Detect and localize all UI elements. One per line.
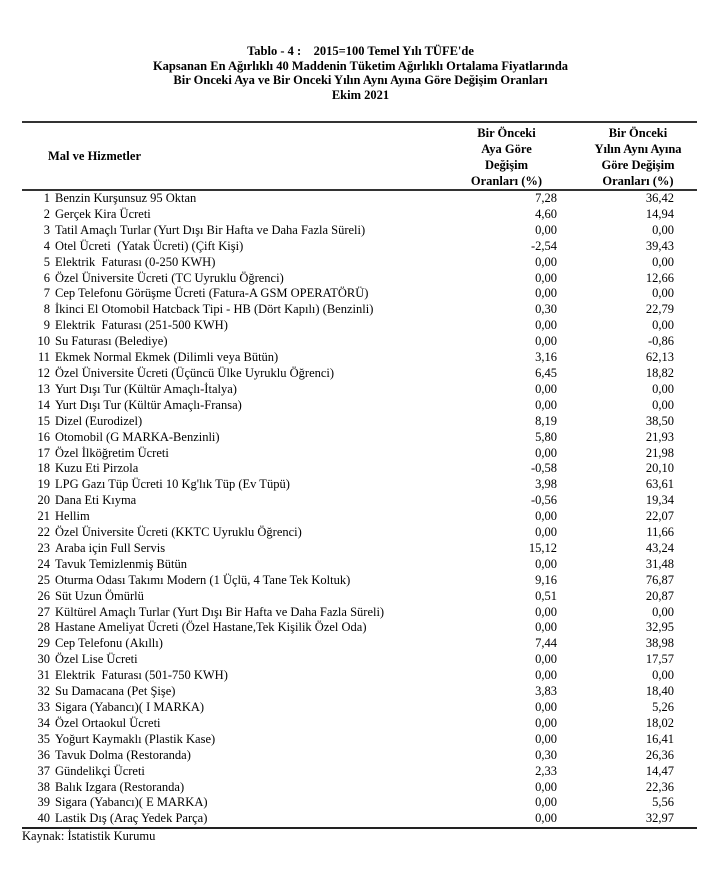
header-goods-services: Mal ve Hizmetler <box>48 148 142 163</box>
table-row <box>22 541 697 557</box>
item-number: 34 <box>37 715 50 730</box>
item-name: Tatil Amaçlı Turlar (Yurt Dışı Bir Hafta ve Daha Fazla Süreli) <box>55 222 366 237</box>
yearly-change-value: 18,82 <box>645 365 674 380</box>
item-cell <box>22 668 414 684</box>
monthly-change-value: -0,58 <box>530 461 557 476</box>
header-yearly-line: Oranları (%) <box>602 173 674 188</box>
item-cell <box>22 684 414 700</box>
table-row <box>22 811 697 828</box>
item-name: Cep Telefonu Görüşme Ücreti (Fatura-A GSM OPERATÖRÜ) <box>55 286 369 301</box>
item-number: 28 <box>37 620 50 635</box>
monthly-change-value: 0,00 <box>535 334 557 349</box>
item-number: 21 <box>37 509 50 524</box>
item-cell <box>22 382 414 398</box>
yearly-change-value: -0,86 <box>647 334 674 349</box>
item-cell <box>22 190 414 207</box>
table-row <box>22 525 697 541</box>
item-name: Tavuk Temizlenmiş Bütün <box>55 556 188 571</box>
yearly-change-value: 14,94 <box>645 206 674 221</box>
item-cell <box>22 430 414 446</box>
table-row <box>22 700 697 716</box>
monthly-change-value: 15,12 <box>528 540 557 555</box>
item-number: 14 <box>37 397 50 412</box>
table-row <box>22 732 697 748</box>
item-number: 18 <box>37 461 50 476</box>
item-number: 2 <box>43 206 50 221</box>
item-name: Kültürel Amaçlı Turlar (Yurt Dışı Bir Hafta ve Daha Fazla Süreli) <box>55 604 385 619</box>
item-name: Tavuk Dolma (Restoranda) <box>55 747 191 762</box>
item-cell <box>22 636 414 652</box>
title-line-2: Kapsanan En Ağırlıklı 40 Maddenin Tüketim Ağırlıklı Ortalama Fiyatlarında <box>152 58 569 73</box>
yearly-change-value: 0,00 <box>652 222 674 237</box>
item-number: 8 <box>43 302 50 317</box>
yearly-change-value: 14,47 <box>645 763 674 778</box>
item-number: 35 <box>37 731 50 746</box>
item-cell <box>22 525 414 541</box>
item-cell <box>22 764 414 780</box>
monthly-change-value: 0,00 <box>535 700 557 714</box>
item-name: Balık Izgara (Restoranda) <box>55 779 185 794</box>
table-row <box>22 557 697 573</box>
yearly-change-value: 19,34 <box>645 493 674 508</box>
item-name: Özel Üniversite Ücreti (KKTC Uyruklu Öğrenci) <box>55 525 302 540</box>
item-number: 26 <box>37 588 50 603</box>
monthly-change-value: 3,83 <box>535 684 557 699</box>
monthly-change-value: 0,00 <box>535 381 557 396</box>
yearly-change-value: 17,57 <box>645 652 674 667</box>
item-cell <box>22 748 414 764</box>
item-name: İkinci El Otomobil Hatcback Tipi - HB (Dört Kapılı) (Benzinli) <box>55 302 374 317</box>
yearly-change-value: 5,26 <box>652 700 674 714</box>
monthly-change-value: 4,60 <box>535 206 557 221</box>
yearly-change-value: 62,13 <box>645 350 674 365</box>
table-row <box>22 223 697 239</box>
yearly-change-value: 0,00 <box>652 318 674 333</box>
monthly-change-value: 0,00 <box>535 318 557 333</box>
item-name: Oturma Odası Takımı Modern (1 Üçlü, 4 Tane Tek Koltuk) <box>55 572 351 587</box>
item-name: Ekmek Normal Ekmek (Dilimli veya Bütün) <box>55 350 279 365</box>
yearly-change-value: 63,61 <box>645 477 674 492</box>
item-number: 4 <box>43 238 50 253</box>
item-name: Su Damacana (Pet Şişe) <box>55 684 176 699</box>
item-name: Özel Ortaokul Ücreti <box>55 715 161 730</box>
table-header <box>22 122 697 190</box>
item-name: Özel Üniversite Ücreti (TC Uyruklu Öğrenci) <box>55 270 284 285</box>
monthly-change-value: 3,16 <box>535 350 557 365</box>
yearly-change-value: 21,98 <box>645 445 674 460</box>
monthly-change-value: 0,00 <box>535 556 557 571</box>
monthly-change-value: 0,30 <box>535 747 557 762</box>
item-name: Özel İlköğretim Ücreti <box>55 445 169 460</box>
yearly-change-value: 22,79 <box>645 302 674 317</box>
item-number: 19 <box>37 477 50 492</box>
item-number: 31 <box>37 668 50 683</box>
yearly-change-value: 31,48 <box>645 556 674 571</box>
item-cell <box>22 605 414 621</box>
yearly-change-value: 0,00 <box>652 668 674 683</box>
item-cell <box>22 509 414 525</box>
monthly-change-value: 0,00 <box>535 795 557 810</box>
item-number: 40 <box>37 811 50 826</box>
yearly-change-value: 0,00 <box>652 286 674 301</box>
table-row <box>22 318 697 334</box>
item-number: 39 <box>37 795 50 810</box>
header-monthly-line: Bir Önceki <box>477 125 536 140</box>
header-monthly-line: Aya Göre <box>481 141 532 156</box>
item-number: 13 <box>37 381 50 396</box>
item-name: Yurt Dışı Tur (Kültür Amaçlı-İtalya) <box>55 381 237 396</box>
item-cell <box>22 811 414 828</box>
item-cell <box>22 716 414 732</box>
monthly-change-value: 0,00 <box>535 525 557 540</box>
item-number: 23 <box>37 540 50 555</box>
title-line-4: Ekim 2021 <box>331 87 390 102</box>
item-cell <box>22 223 414 239</box>
table-row <box>22 207 697 223</box>
item-cell <box>22 207 414 223</box>
item-cell <box>22 302 414 318</box>
table-row <box>22 764 697 780</box>
yearly-change-value: 38,50 <box>645 413 674 428</box>
item-name: Kuzu Eti Pirzola <box>55 461 139 476</box>
item-name: Dana Eti Kıyma <box>55 493 137 508</box>
item-number: 9 <box>43 318 50 333</box>
item-cell <box>22 795 414 811</box>
item-cell <box>22 652 414 668</box>
table-row <box>22 239 697 255</box>
table-row <box>22 366 697 382</box>
table-row <box>22 605 697 621</box>
item-name: Cep Telefonu (Akıllı) <box>55 636 163 651</box>
item-number: 32 <box>37 684 50 699</box>
monthly-change-value: 0,00 <box>535 445 557 460</box>
yearly-change-value: 12,66 <box>645 270 674 285</box>
item-name: Elektrik Faturası (0-250 KWH) <box>55 254 216 269</box>
item-number: 30 <box>37 652 50 667</box>
table-row <box>22 334 697 350</box>
monthly-change-value: 0,00 <box>535 397 557 412</box>
item-cell <box>22 239 414 255</box>
item-number: 20 <box>37 493 50 508</box>
item-cell <box>22 461 414 477</box>
item-cell <box>22 732 414 748</box>
header-monthly-line: Oranları (%) <box>470 173 543 188</box>
table-row <box>22 573 697 589</box>
item-name: Süt Uzun Ömürlü <box>55 588 144 603</box>
monthly-change-value: 2,33 <box>535 763 557 778</box>
item-cell <box>22 573 414 589</box>
yearly-change-value: 20,10 <box>645 461 674 476</box>
table-body <box>22 190 697 828</box>
table-row <box>22 668 697 684</box>
monthly-change-value: 0,00 <box>535 779 557 794</box>
monthly-change-value: 0,00 <box>535 604 557 619</box>
yearly-change-value: 76,87 <box>645 572 674 587</box>
table-row <box>22 684 697 700</box>
item-number: 6 <box>43 270 50 285</box>
item-name: Otomobil (G MARKA-Benzinli) <box>55 429 220 444</box>
item-cell <box>22 541 414 557</box>
item-number: 36 <box>37 747 50 762</box>
item-number: 38 <box>37 779 50 794</box>
item-name: Lastik Dış (Araç Yedek Parça) <box>55 811 208 826</box>
yearly-change-value: 11,66 <box>646 525 674 540</box>
item-number: 27 <box>37 604 50 619</box>
table-row <box>22 589 697 605</box>
monthly-change-value: 0,51 <box>535 588 557 603</box>
yearly-change-value: 43,24 <box>645 540 674 555</box>
item-number: 3 <box>43 222 50 237</box>
item-cell <box>22 366 414 382</box>
item-name: Özel Üniversite Ücreti (Üçüncü Ülke Uyruklu Öğrenci) <box>55 365 335 380</box>
yearly-change-value: 0,00 <box>652 381 674 396</box>
item-number: 25 <box>37 572 50 587</box>
table-row <box>22 493 697 509</box>
yearly-change-value: 22,07 <box>645 509 674 524</box>
table-row <box>22 286 697 302</box>
item-number: 29 <box>37 636 50 651</box>
monthly-change-value: 5,80 <box>535 429 557 444</box>
table-row <box>22 382 697 398</box>
item-number: 7 <box>43 286 50 301</box>
item-cell <box>22 398 414 414</box>
item-number: 12 <box>37 365 50 380</box>
item-name: Gerçek Kira Ücreti <box>55 206 151 221</box>
table-row <box>22 795 697 811</box>
yearly-change-value: 0,00 <box>652 604 674 619</box>
item-name: Yurt Dışı Tur (Kültür Amaçlı-Fransa) <box>55 397 242 412</box>
table-row <box>22 190 697 207</box>
item-cell <box>22 255 414 271</box>
yearly-change-value: 38,98 <box>645 636 674 651</box>
table-row <box>22 636 697 652</box>
monthly-change-value: 0,00 <box>535 254 557 269</box>
item-cell <box>22 286 414 302</box>
monthly-change-value: 0,00 <box>535 715 557 730</box>
yearly-change-value: 20,87 <box>645 588 674 603</box>
item-number: 22 <box>37 525 50 540</box>
item-number: 5 <box>43 254 50 269</box>
header-row <box>22 122 697 190</box>
item-cell <box>22 446 414 462</box>
monthly-change-value: 0,00 <box>535 811 557 826</box>
table-row <box>22 716 697 732</box>
item-cell <box>22 589 414 605</box>
yearly-change-value: 36,42 <box>645 191 674 205</box>
monthly-change-value: 7,28 <box>535 191 557 205</box>
item-cell <box>22 557 414 573</box>
item-name: Benzin Kurşunsuz 95 Oktan <box>55 191 197 205</box>
item-name: Otel Ücreti (Yatak Ücreti) (Çift Kişi) <box>55 238 244 253</box>
item-name: Sigara (Yabancı)( I MARKA) <box>55 700 205 714</box>
monthly-change-value: -2,54 <box>530 238 557 253</box>
monthly-change-value: 0,00 <box>535 620 557 635</box>
yearly-change-value: 5,56 <box>652 795 674 810</box>
item-number: 10 <box>37 334 50 349</box>
table-row <box>22 477 697 493</box>
table-row <box>22 461 697 477</box>
item-name: Elektrik Faturası (501-750 KWH) <box>55 668 228 683</box>
item-cell <box>22 477 414 493</box>
table-row <box>22 509 697 525</box>
yearly-change-value: 32,95 <box>645 620 674 635</box>
table-row <box>22 446 697 462</box>
monthly-change-value: 0,00 <box>535 668 557 683</box>
table-row <box>22 414 697 430</box>
monthly-change-value: 3,98 <box>535 477 557 492</box>
header-monthly-line: Değişim <box>484 157 529 172</box>
item-cell <box>22 493 414 509</box>
monthly-change-value: 7,44 <box>535 636 557 651</box>
yearly-change-value: 22,36 <box>645 779 674 794</box>
table-row <box>22 271 697 287</box>
item-number: 1 <box>43 191 50 205</box>
item-name: Hastane Ameliyat Ücreti (Özel Hastane,Tek Kişilik Özel Oda) <box>55 620 367 635</box>
yearly-change-value: 16,41 <box>645 731 674 746</box>
item-number: 37 <box>37 763 50 778</box>
item-cell <box>22 780 414 796</box>
item-cell <box>22 700 414 716</box>
monthly-change-value: 9,16 <box>535 572 557 587</box>
monthly-change-value: 8,19 <box>535 413 557 428</box>
item-name: Sigara (Yabancı)( E MARKA) <box>55 795 208 810</box>
header-yearly-line: Göre Değişim <box>601 157 675 172</box>
monthly-change-value: 0,00 <box>535 286 557 301</box>
header-yearly-line: Yılın Aynı Ayına <box>594 141 682 156</box>
monthly-change-value: 0,30 <box>535 302 557 317</box>
source-note: Kaynak: İstatistik Kurumu <box>22 829 156 843</box>
header-monthly-change <box>414 122 579 190</box>
item-number: 11 <box>37 350 50 365</box>
item-number: 17 <box>37 445 50 460</box>
header-yearly-change <box>579 122 697 190</box>
table-title <box>0 44 721 102</box>
item-cell <box>22 271 414 287</box>
yearly-change-value: 18,40 <box>645 684 674 699</box>
monthly-change-value: 0,00 <box>535 652 557 667</box>
monthly-change-value: 0,00 <box>535 222 557 237</box>
item-number: 33 <box>37 700 50 714</box>
item-name: Hellim <box>55 509 90 524</box>
price-change-table <box>22 121 697 829</box>
monthly-change-value: 6,45 <box>535 365 557 380</box>
monthly-change-value: -0,56 <box>530 493 557 508</box>
item-number: 15 <box>37 413 50 428</box>
table-row <box>22 748 697 764</box>
item-cell <box>22 334 414 350</box>
header-yearly-line: Bir Önceki <box>608 125 668 140</box>
yearly-change-value: 0,00 <box>652 397 674 412</box>
item-cell <box>22 414 414 430</box>
item-name: Dizel (Eurodizel) <box>55 413 143 428</box>
monthly-change-value: 0,00 <box>535 270 557 285</box>
item-name: Yoğurt Kaymaklı (Plastik Kase) <box>55 731 216 746</box>
yearly-change-value: 39,43 <box>645 238 674 253</box>
yearly-change-value: 18,02 <box>645 715 674 730</box>
item-number: 24 <box>37 556 50 571</box>
table-row <box>22 430 697 446</box>
item-name: Araba için Full Servis <box>55 540 166 555</box>
title-line-1: Tablo - 4 : 2015=100 Temel Yılı TÜFE'de <box>247 44 474 58</box>
table-row <box>22 350 697 366</box>
table-row <box>22 780 697 796</box>
item-name: Gündelikçi Ücreti <box>55 763 145 778</box>
yearly-change-value: 32,97 <box>645 811 674 826</box>
monthly-change-value: 0,00 <box>535 731 557 746</box>
yearly-change-value: 21,93 <box>645 429 674 444</box>
yearly-change-value: 0,00 <box>652 254 674 269</box>
item-name: LPG Gazı Tüp Ücreti 10 Kg'lık Tüp (Ev Tüpü) <box>55 477 290 492</box>
item-name: Su Faturası (Belediye) <box>55 334 168 349</box>
title-line-3: Bir Onceki Aya ve Bir Onceki Yılın Aynı Ayına Göre Değişim Oranları <box>173 73 548 88</box>
item-name: Özel Lise Ücreti <box>55 652 138 667</box>
table-row <box>22 255 697 271</box>
table-row <box>22 302 697 318</box>
table-row <box>22 652 697 668</box>
monthly-change-value: 0,00 <box>535 509 557 524</box>
item-cell <box>22 620 414 636</box>
item-name: Elektrik Faturası (251-500 KWH) <box>55 318 228 333</box>
table-row <box>22 620 697 636</box>
item-number: 16 <box>37 429 50 444</box>
item-cell <box>22 318 414 334</box>
table-row <box>22 398 697 414</box>
item-cell <box>22 350 414 366</box>
yearly-change-value: 26,36 <box>645 747 674 762</box>
